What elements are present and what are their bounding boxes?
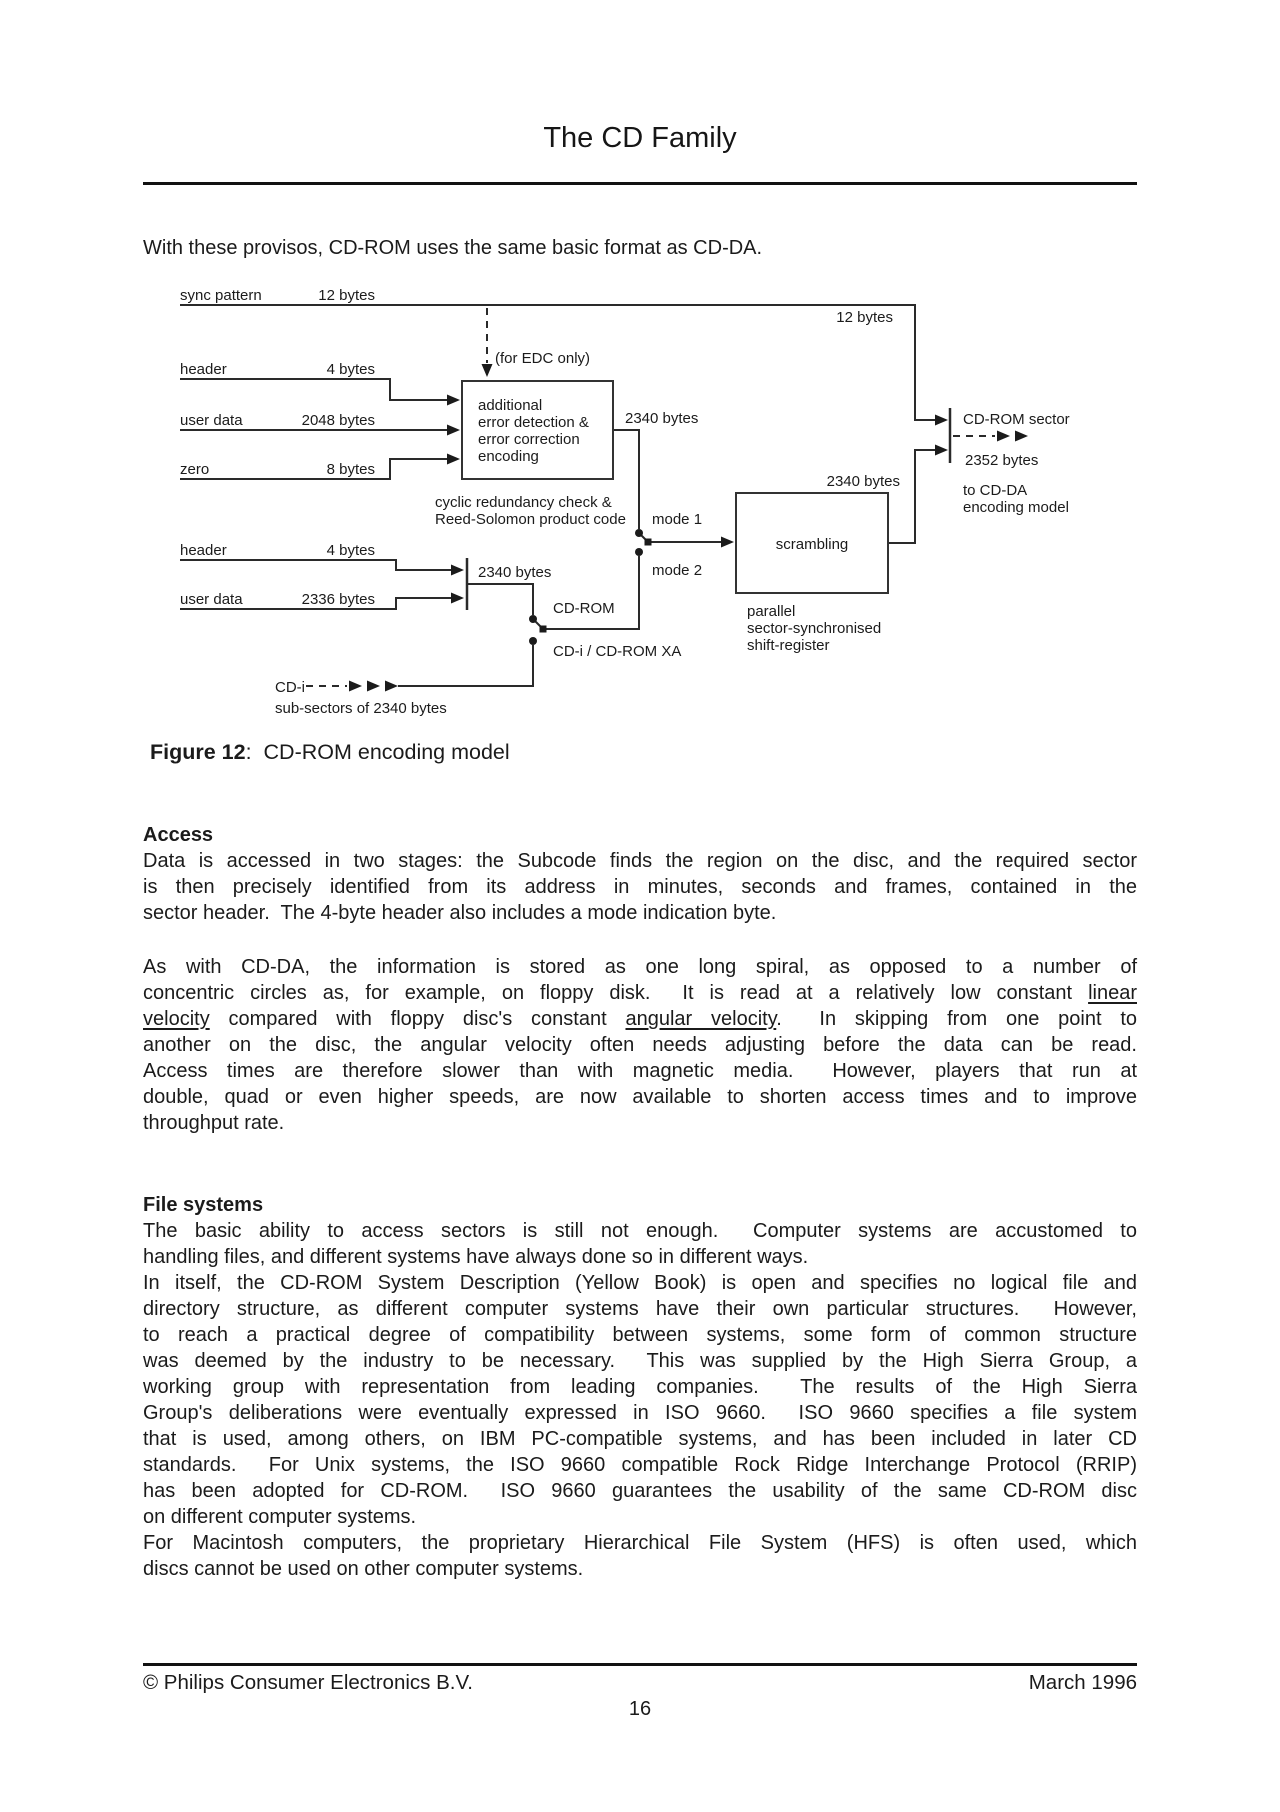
paragraph [143, 848, 1137, 926]
userdata2-size: 2336 bytes [301, 591, 375, 608]
figure-caption-text: : CD-ROM encoding model [245, 740, 510, 764]
header1-label: header [180, 361, 227, 378]
section-heading: File systems [143, 1194, 264, 1216]
cdi-note: sub-sectors of 2340 bytes [275, 700, 447, 717]
sync-out-size: 12 bytes [836, 309, 893, 326]
cdi-label: CD-i [275, 679, 305, 696]
figure-caption-label: Figure 12 [150, 740, 246, 764]
text-line: on different computer systems. [143, 1506, 417, 1528]
text-line: The basic ability to access sectors is still not enough. Computer systems are accustomed to [143, 1220, 1137, 1242]
edc-note: (for EDC only) [495, 350, 591, 367]
cdi-xa-mode-label: CD-i / CD-ROM XA [553, 643, 682, 660]
encoder-box-line4: encoding [478, 448, 539, 465]
section-heading: Access [143, 824, 214, 846]
figure-caption [150, 740, 510, 765]
diagram-lines [180, 305, 995, 686]
userdata1-size: 2048 bytes [301, 412, 375, 429]
mode2-label: mode 2 [652, 562, 703, 579]
section-access [143, 822, 1137, 1136]
scrambler-note-line3: shift-register [747, 637, 830, 654]
text-line: standards. For Unix systems, the ISO 9660 compatible Rock Ridge Interchange Protocol (RRIP) [143, 1454, 1137, 1476]
mode1-label: mode 1 [652, 511, 703, 528]
paragraph [143, 954, 1137, 1136]
cdrom-sector-size: 2352 bytes [965, 452, 1039, 469]
footer-copyright: © Philips Consumer Electronics B.V. [143, 1671, 473, 1694]
section-file-systems [143, 1192, 1137, 1582]
paragraph [143, 1530, 1137, 1582]
sync-pattern-size: 12 bytes [318, 287, 375, 304]
encoder-note-line2: Reed-Solomon product code [435, 511, 626, 528]
text-line: another on the disc, the angular velocity often needs adjusting before the data can be read. [143, 1034, 1137, 1056]
scrambler-label: scrambling [775, 536, 849, 553]
diagram-labels [180, 287, 1070, 717]
text-line: handling files, and different systems have always done so in different ways. [143, 1246, 809, 1268]
sync-pattern-label: sync pattern [180, 287, 262, 304]
zero-label: zero [180, 461, 210, 478]
encoder-box [462, 381, 613, 479]
header1-size: 4 bytes [326, 361, 375, 378]
text-line: velocity compared with floppy disc's constant angular velocity. In skipping from one point to [143, 1008, 1138, 1030]
zero-size: 8 bytes [326, 461, 375, 478]
scrambler-in-size: 2340 bytes [826, 473, 900, 490]
lower-junction-size: 2340 bytes [478, 564, 552, 581]
footer-rule [143, 1663, 1137, 1666]
scrambler-note-line2: sector-synchronised [747, 620, 882, 637]
scrambler-note-line1: parallel [747, 603, 796, 620]
encoder-out-size: 2340 bytes [625, 410, 699, 427]
text-line: concentric circles as, for example, on floppy disk. It is read at a relatively low constant linear [143, 982, 1137, 1004]
text-line: As with CD-DA, the information is stored as one long spiral, as opposed to a number of [143, 956, 1137, 978]
text-line: Access times are therefore slower than with magnetic media. However, players that run at [143, 1060, 1137, 1082]
header2-label: header [180, 542, 227, 559]
userdata2-label: user data [180, 591, 243, 608]
diagram-arrowheads [349, 364, 1028, 692]
text-line: Group's deliberations were eventually expressed in ISO 9660. ISO 9660 specifies a file system [143, 1402, 1137, 1424]
text-line: was deemed by the industry to be necessary. This was supplied by the High Sierra Group, a [143, 1350, 1137, 1372]
cdrom-sector-label: CD-ROM sector [963, 411, 1070, 428]
paragraph [143, 1270, 1137, 1530]
text-line: throughput rate. [143, 1112, 285, 1134]
scrambler-box [736, 493, 888, 593]
text-line: is then precisely identified from its address in minutes, seconds and frames, contained in the [143, 876, 1137, 898]
text-line: In itself, the CD-ROM System Description (Yellow Book) is open and specifies no logical file and [143, 1272, 1137, 1294]
text-line: working group with representation from leading companies. The results of the High Sierra [143, 1376, 1137, 1398]
diagram-switch-nodes [529, 529, 652, 645]
text-line: that is used, among others, on IBM PC-compatible systems, and has been included in later CD [143, 1428, 1137, 1450]
header-rule [143, 182, 1137, 185]
page-number: 16 [628, 1698, 652, 1720]
section-body [143, 848, 1137, 1136]
text-line: discs cannot be used on other computer systems. [143, 1558, 584, 1580]
text-line: sector header. The 4-byte header also includes a mode indication byte. [143, 902, 777, 924]
encoder-box-line3: error correction [478, 431, 580, 448]
text-line: Data is accessed in two stages: the Subcode finds the region on the disc, and the required sector [143, 850, 1137, 872]
text-line: has been adopted for CD-ROM. ISO 9660 guarantees the usability of the same CD-ROM disc [143, 1480, 1137, 1502]
encoder-note-line1: cyclic redundancy check & [435, 494, 612, 511]
section-body [143, 1218, 1137, 1582]
header2-size: 4 bytes [326, 542, 375, 559]
cdrom-mode-label: CD-ROM [553, 600, 615, 617]
text-line: to reach a practical degree of compatibility between systems, some form of common structure [143, 1324, 1137, 1346]
sector-note-line1: to CD-DA [963, 482, 1028, 499]
page-title: The CD Family [543, 122, 737, 154]
sector-note-line2: encoding model [963, 499, 1069, 516]
text-line: For Macintosh computers, the proprietary Hierarchical File System (HFS) is often used, which [143, 1532, 1137, 1554]
text-line: directory structure, as different computer systems have their own particular structures. However, [143, 1298, 1137, 1320]
paragraph [143, 1218, 1137, 1270]
encoder-box-line1: additional [478, 397, 543, 414]
intro-paragraph: With these provisos, CD-ROM uses the same basic format as CD-DA. [143, 237, 763, 259]
footer-date: March 1996 [1028, 1671, 1137, 1694]
encoder-box-line2: error detection & [478, 414, 589, 431]
userdata1-label: user data [180, 412, 243, 429]
footer [143, 1671, 1137, 1695]
text-line: double, quad or even higher speeds, are now available to shorten access times and to improve [143, 1086, 1137, 1108]
